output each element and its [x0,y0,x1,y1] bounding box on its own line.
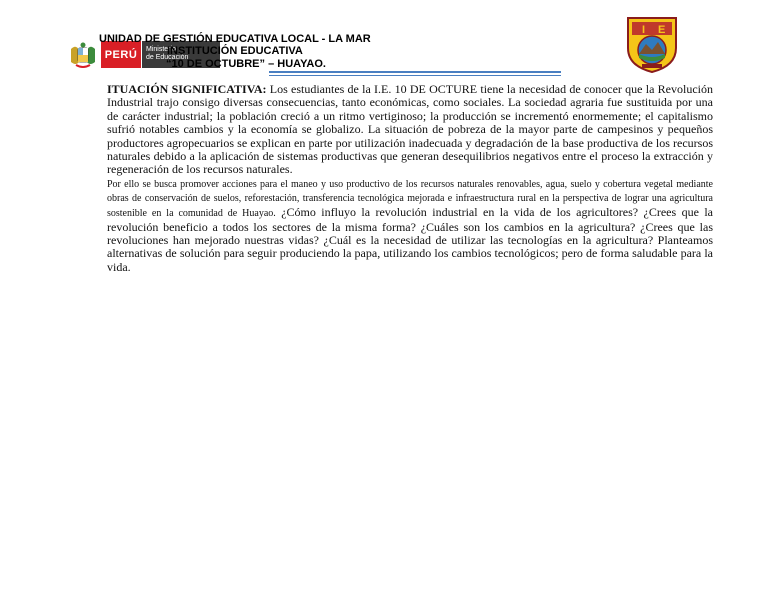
document-header [0,0,768,80]
header-line-school-name: “10 DE OCTUBRE” – HUAYAO. [166,58,326,70]
paragraph-1-text: Los estudiantes de la I.E. 10 DE OCTURE tiene la necesidad de conocer que la Revolución Industrial trajo consigo diversas consecuencias, tanto económicas, como sociales. La sociedad agraria fue sustituida por una de carácter industrial; la población creció a un ritmo vertiginoso; la producción se incrementó enormemente; el capitalismo sufrió notables cambios y la economía se globalizo. La situación de pobreza de la mayor parte de campesinos y pequeños productores agropecuarios se explican en parte por utilización inadecuada y degradación de la base productiva de los recursos naturales debido a la aplicación de sistemas productivas que generan desequilibrios negativos entre el proceso la extracción y regeneración de los recursos naturales. [107,82,713,177]
peru-coat-of-arms-icon [68,40,98,70]
school-crest-icon [624,14,680,74]
header-divider-top [269,71,561,73]
section-heading: ITUACIÓN SIGNIFICATIVA: [107,82,267,96]
paragraph-situacion [107,83,713,177]
paragraph-2-small-text: Por ello se busca promover acciones para el maneo y uso productivo de los recursos naturales renovables, agua, suelo y cobertura vegetal mediante obras de conservación de suelos, reforestación, transferencia tecnológica mejorada e infraestructura rural en la perspectiva de lograr una agricultura sostenible en la comunidad de Huayao. [107,178,713,220]
paragraph-2-questions-text: ¿Cómo influyo la revolución industrial en la vida de los agricultores? ¿Crees que la revolución beneficio a todos los sectores de la misma forma? ¿Cuáles son los cambios en la agricultura? ¿Crees que las revoluciones han mejorado nuestras vidas? ¿Cuál es la necesidad de utilizar las tecnologías en la agricultura? Planteamos alternativas de solución para seguir produciendo la papa, utilizando los cambios tecnológicos; pero de forma saludable para la vida. [107,205,714,274]
header-line-institucion: INSTITUCIÓN EDUCATIVA [167,45,303,57]
ministerio-line1: Ministerio [146,46,176,53]
ministerio-line2: de Educación [146,54,189,61]
situacion-significativa-section [107,83,713,274]
svg-text:I: I [642,24,646,36]
header-line-ugel: UNIDAD DE GESTIÓN EDUCATIVA LOCAL - LA MAR [99,33,371,45]
svg-text:E: E [658,24,666,36]
peru-brand-box [101,41,141,68]
peru-label: PERÚ [104,48,138,61]
header-divider-bottom [269,75,561,76]
paragraph-acciones [107,177,713,274]
